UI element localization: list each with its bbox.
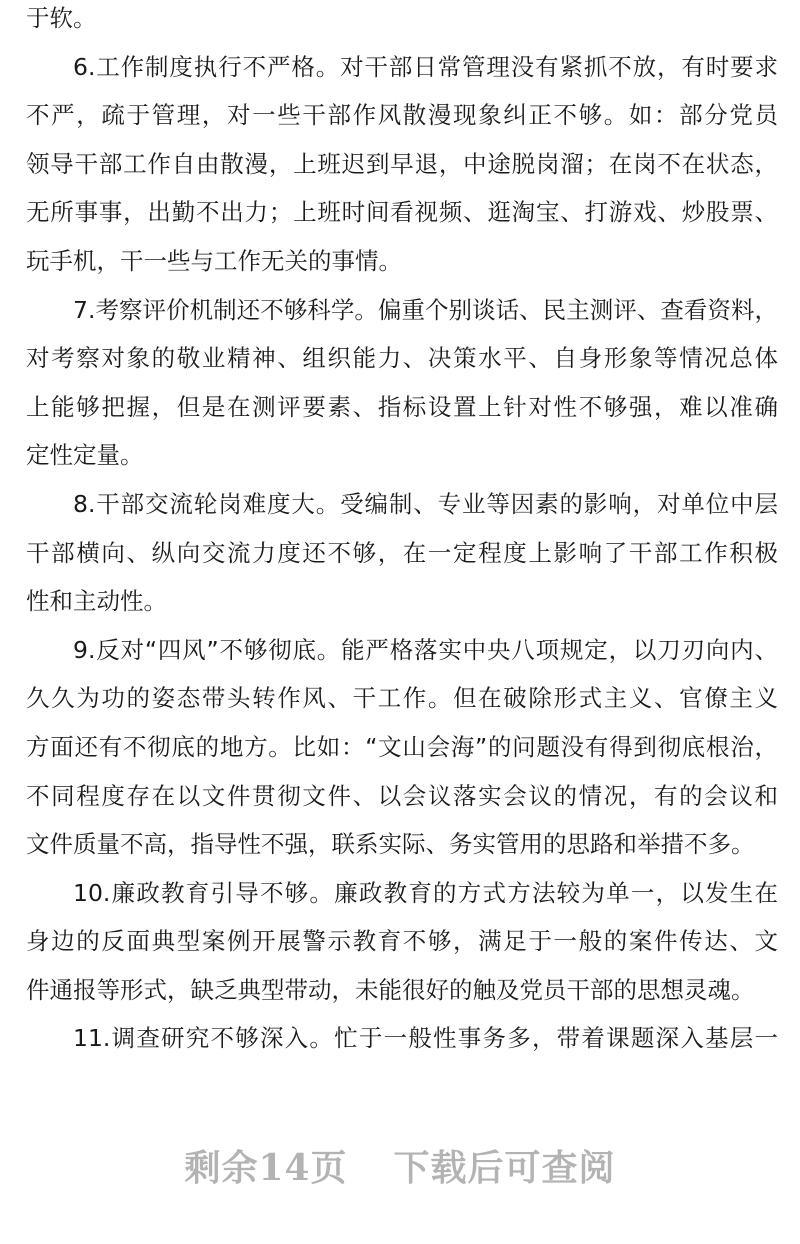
paragraph-line: 6.工作制度执行不严格。对干部日常管理没有紧抓不放，有时要求 bbox=[73, 52, 778, 81]
paragraph-line: 不严，疏于管理，对一些干部作风散漫现象纠正不够。如：部分党员 bbox=[26, 101, 778, 130]
download-label: 下载后可查阅 bbox=[393, 1147, 616, 1189]
remaining-pages-label: 剩余14页 bbox=[184, 1147, 348, 1189]
paragraph-line: 定性定量。 bbox=[26, 441, 144, 470]
paragraph-line: 11.调查研究不够深入。忙于一般性事务多，带着课题深入基层一 bbox=[73, 1024, 778, 1053]
paragraph-line: 领导干部工作自由散漫，上班迟到早退，中途脱岗溜；在岗不在状态， bbox=[26, 149, 778, 178]
paragraph-line: 10.廉政教育引导不够。廉政教育的方式方法较为单一，以发生在 bbox=[73, 878, 778, 907]
paragraph-line: 久久为功的姿态带头转作风、干工作。但在破除形式主义、官僚主义 bbox=[26, 684, 778, 713]
paragraph-line: 干部横向、纵向交流力度还不够，在一定程度上影响了干部工作积极 bbox=[26, 538, 778, 567]
download-prompt[interactable] bbox=[0, 1140, 800, 1191]
paragraph-line: 身边的反面典型案例开展警示教育不够，满足于一般的案件传达、文 bbox=[26, 927, 778, 956]
paragraph-line: 对考察对象的敬业精神、组织能力、决策水平、自身形象等情况总体 bbox=[26, 344, 778, 373]
paragraph-line: 8.干部交流轮岗难度大。受编制、专业等因素的影响，对单位中层 bbox=[73, 489, 778, 518]
document-body bbox=[26, 0, 778, 1063]
paragraph-7 bbox=[26, 286, 778, 480]
paragraph-line: 件通报等形式，缺乏典型带动，未能很好的触及党员干部的思想灵魂。 bbox=[26, 975, 755, 1004]
paragraph-line: 性和主动性。 bbox=[26, 587, 167, 616]
paragraph-line: 文件质量不高，指导性不强，联系实际、务实管用的思路和举措不多。 bbox=[26, 830, 755, 859]
paragraph-line: 9.反对“四风”不够彻底。能严格落实中央八项规定，以刀刃向内、 bbox=[73, 635, 778, 664]
paragraph-6 bbox=[26, 43, 778, 286]
paragraph-line: 7.考察评价机制还不够科学。偏重个别谈话、民主测评、查看资料， bbox=[73, 295, 778, 324]
paragraph-line: 方面还有不彻底的地方。比如：“文山会海”的问题没有得到彻底根治， bbox=[26, 732, 778, 761]
top-fragment: 于软。 bbox=[26, 4, 97, 32]
paragraph-10 bbox=[26, 869, 778, 1015]
paragraph-line: 不同程度存在以文件贯彻文件、以会议落实会议的情况，有的会议和 bbox=[26, 781, 778, 810]
paragraph-line: 上能够把握，但是在测评要素、指标设置上针对性不够强，难以准确 bbox=[26, 392, 778, 421]
paragraph-line: 无所事事，出勤不出力；上班时间看视频、逛淘宝、打游戏、炒股票、 bbox=[26, 198, 778, 227]
paragraph-11 bbox=[26, 1014, 778, 1063]
paragraph-8 bbox=[26, 480, 778, 626]
paragraph-line: 玩手机，干一些与工作无关的事情。 bbox=[26, 246, 402, 275]
paragraph-9 bbox=[26, 626, 778, 869]
